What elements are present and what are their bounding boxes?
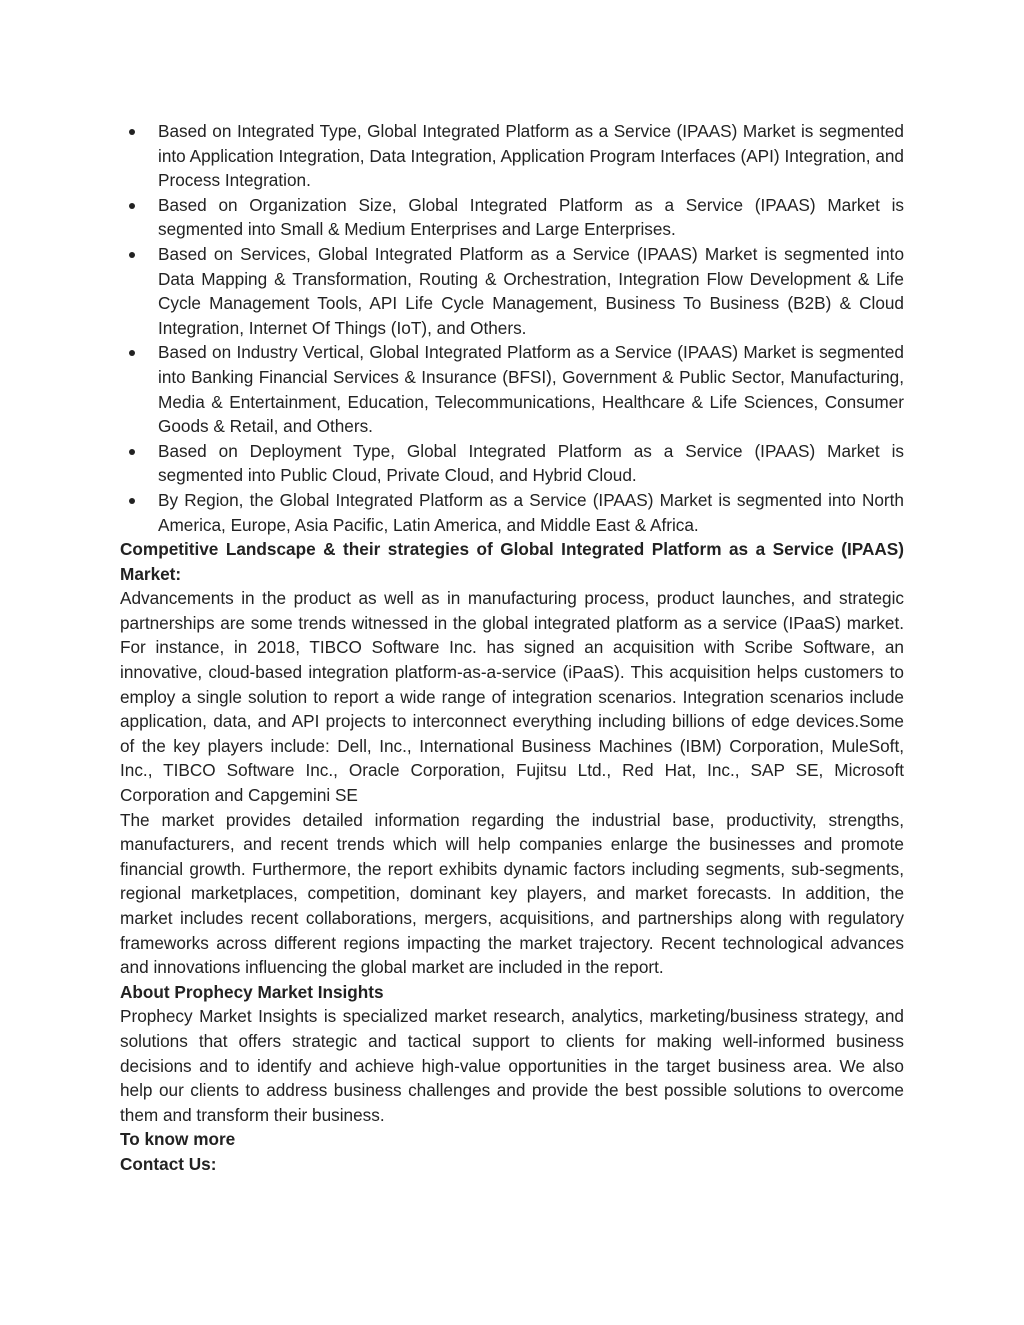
know-more-heading: To know more [120, 1129, 236, 1150]
bullet-dot-icon [129, 203, 135, 209]
contact-us-heading: Contact Us: [120, 1153, 217, 1174]
bullet-text: Based on Organization Size, Global Integrated Platform as a Service (IPAAS) Market is segmented into Small & Medium Enterprises and Large Enterprises. [158, 194, 904, 240]
bullet-text: Based on Deployment Type, Global Integrated Platform as a Service (IPAAS) Market is segmented into Public Cloud, Private Cloud, and Hybrid Cloud. [158, 440, 904, 486]
bullet-item-organization-size [120, 193, 904, 242]
bullet-item-industry-vertical [120, 340, 904, 438]
segmentation-bullet-list [120, 119, 904, 537]
bullet-item-deployment-type [120, 439, 904, 488]
bullet-item-services [120, 242, 904, 340]
bullet-text: Based on Industry Vertical, Global Integrated Platform as a Service (IPAAS) Market is segmented into Banking Financial Services & Insurance (BFSI), Government & Public Sector, Manufacturing, Media & Entertainment, Education, Telecommunications, Healthcare & Life Sciences, Consumer Goods & Retail, and Others. [158, 342, 904, 437]
bullet-text: By Region, the Global Integrated Platform as a Service (IPAAS) Market is segmented into North America, Europe, Asia Pacific, Latin America, and Middle East & Africa. [158, 489, 904, 535]
bullet-dot-icon [129, 350, 135, 356]
about-paragraph: Prophecy Market Insights is specialized market research, analytics, marketing/business strategy, and solutions that offers strategic and tactical support to clients for making well-informed business decisions and to identify and achieve high-value opportunities in the target business area. We also help our clients to address business challenges and provide the best possible solutions to overcome them and transform their business. [120, 1006, 904, 1125]
bullet-dot-icon [129, 252, 135, 258]
bullet-item-integrated-type [120, 119, 904, 193]
bullet-item-region [120, 488, 904, 537]
competitive-landscape-paragraph: Advancements in the product as well as in manufacturing process, product launches, and strategic partnerships are some trends witnessed in the global integrated platform as a service (IPaaS) market. For instance, in 2018, TIBCO Software Inc. has signed an acquisition with Scribe Software, an innovative, cloud-based integration platform-as-a-service (iPaaS). This acquisition helps customers to employ a single solution to report a wide range of integration scenarios. Integration scenarios include application, data, and API projects to interconnect everything including billions of edge devices.Some of the key players include: Dell, Inc., International Business Machines (IBM) Corporation, MuleSoft, Inc., TIBCO Software Inc., Oracle Corporation, Fujitsu Ltd., Red Hat, Inc., SAP SE, Microsoft Corporation and Capgemini SE [120, 588, 904, 806]
market-details-paragraph: The market provides detailed information regarding the industrial base, productivity, strengths, manufacturers, and recent trends which will help companies enlarge the businesses and promote financial growth. Furthermore, the report exhibits dynamic factors including segments, sub-segments, regional marketplaces, competition, dominant key players, and market forecasts. In addition, the market includes recent collaborations, mergers, acquisitions, and partnerships along with regulatory frameworks across different regions impacting the market trajectory. Recent technological advances and innovations influencing the global market are included in the report. [120, 809, 904, 978]
bullet-dot-icon [129, 449, 135, 455]
bullet-dot-icon [129, 129, 135, 135]
bullet-dot-icon [129, 498, 135, 504]
bullet-text: Based on Integrated Type, Global Integrated Platform as a Service (IPAAS) Market is segmented into Application Integration, Data Integration, Application Program Interfaces (API) Integration, and Process Integration. [158, 121, 904, 191]
competitive-landscape-heading: Competitive Landscape & their strategies of Global Integrated Platform as a Service (IPAAS) Market: [120, 539, 904, 584]
document-page [120, 119, 904, 1177]
about-heading: About Prophecy Market Insights [120, 981, 384, 1002]
bullet-text: Based on Services, Global Integrated Platform as a Service (IPAAS) Market is segmented into Data Mapping & Transformation, Routing & Orchestration, Integration Flow Development & Life Cycle Management Tools, API Life Cycle Management, Business To Business (B2B) & Cloud Integration, Internet Of Things (IoT), and Others. [158, 243, 904, 338]
